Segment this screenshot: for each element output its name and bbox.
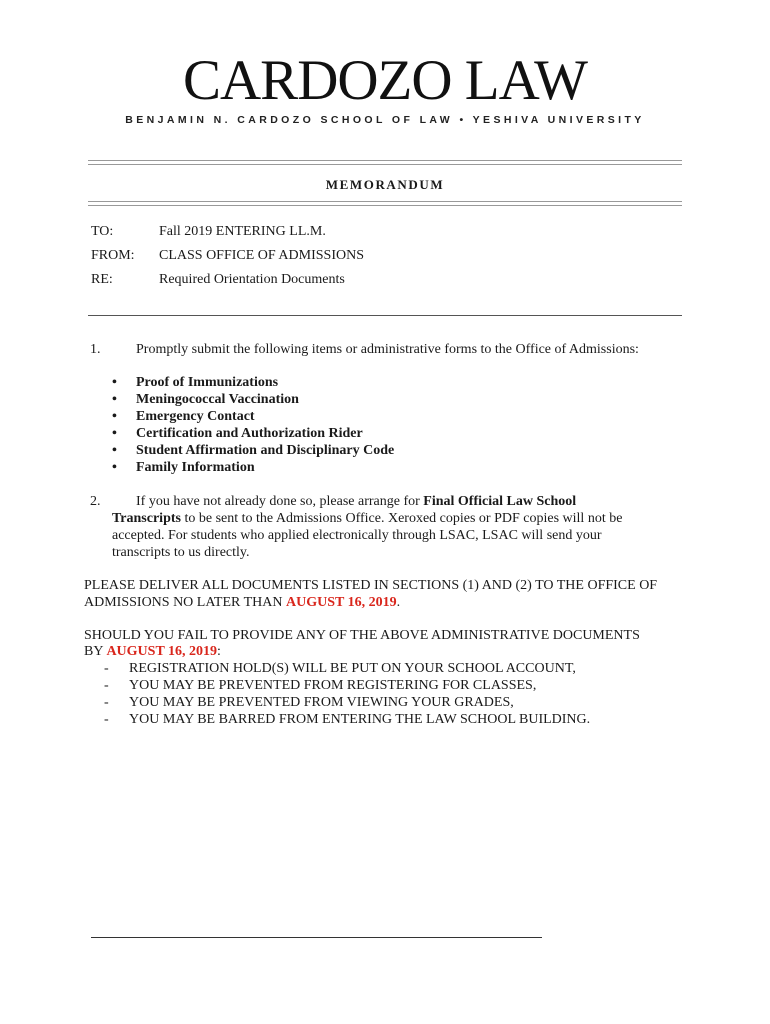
deadline-date: AUGUST 16, 2019 (285, 595, 397, 610)
bullet-icon: • (112, 443, 117, 458)
required-items-list (112, 374, 394, 476)
section-1-text: Promptly submit the following items or administrative forms to the Office of Admissions: (136, 342, 639, 357)
consequences-list (104, 660, 590, 728)
warning-line-2: BY AUGUST 16, 2019: (84, 644, 221, 659)
top-divider (88, 160, 682, 165)
dash-icon: - (104, 678, 109, 693)
list-item: - YOU MAY BE BARRED FROM ENTERING THE LAW SCHOOL BUILDING. (104, 712, 591, 727)
list-item: - YOU MAY BE PREVENTED FROM VIEWING YOUR GRADES, (104, 695, 514, 710)
memo-title: MEMORANDUM (325, 177, 445, 192)
from-value: CLASS OFFICE OF ADMISSIONS (159, 248, 365, 263)
from-label: FROM: (91, 248, 135, 263)
signature-line (91, 937, 542, 938)
list-item: • Meningococcal Vaccination (112, 392, 299, 407)
list-item: • Proof of Immunizations (112, 375, 279, 390)
header-divider (88, 315, 682, 316)
list-item: • Certification and Authorization Rider (112, 426, 363, 441)
dash-icon: - (104, 661, 109, 676)
to-label: TO: (91, 224, 114, 239)
list-item: • Family Information (112, 460, 255, 475)
bullet-icon: • (112, 409, 117, 424)
deliver-line-1: PLEASE DELIVER ALL DOCUMENTS LISTED IN SECTIONS (1) AND (2) TO THE OFFICE OF (84, 578, 658, 593)
list-item: - REGISTRATION HOLD(S) WILL BE PUT ON YOUR SCHOOL ACCOUNT, (104, 661, 576, 676)
list-item: - YOU MAY BE PREVENTED FROM REGISTERING FOR CLASSES, (104, 678, 537, 693)
bullet-icon: • (112, 426, 117, 441)
bullet-icon: • (112, 375, 117, 390)
to-value: Fall 2019 ENTERING LL.M. (159, 224, 326, 239)
list-item: • Emergency Contact (112, 409, 255, 424)
warning-line-1: SHOULD YOU FAIL TO PROVIDE ANY OF THE ABOVE ADMINISTRATIVE DOCUMENTS (84, 628, 640, 643)
re-value: Required Orientation Documents (159, 272, 345, 287)
title-divider (88, 201, 682, 206)
section-2-line-3: accepted. For students who applied electronically through LSAC, LSAC will send your (112, 528, 602, 543)
list-item: • Student Affirmation and Disciplinary Code (112, 443, 395, 458)
section-1-number: 1. (90, 342, 101, 357)
re-label: RE: (91, 272, 113, 287)
section-2-line-2: Transcripts to be sent to the Admissions Office. Xeroxed copies or PDF copies will not be (112, 511, 623, 526)
dash-icon: - (104, 695, 109, 710)
deadline-date: AUGUST 16, 2019 (106, 644, 218, 659)
bullet-icon: • (112, 460, 117, 475)
letterhead-subtitle: BENJAMIN N. CARDOZO SCHOOL OF LAW • YESHIVA UNIVERSITY (125, 114, 645, 126)
section-2-line-1: If you have not already done so, please arrange for Final Official Law School (136, 494, 577, 509)
dash-icon: - (104, 712, 109, 727)
section-2-line-4: transcripts to us directly. (112, 545, 250, 560)
section-2-number: 2. (90, 494, 101, 509)
cardozo-law-logo: CARDOZO LAW (183, 49, 587, 112)
bullet-icon: • (112, 392, 117, 407)
deliver-line-2: ADMISSIONS NO LATER THAN AUGUST 16, 2019. (84, 595, 401, 610)
